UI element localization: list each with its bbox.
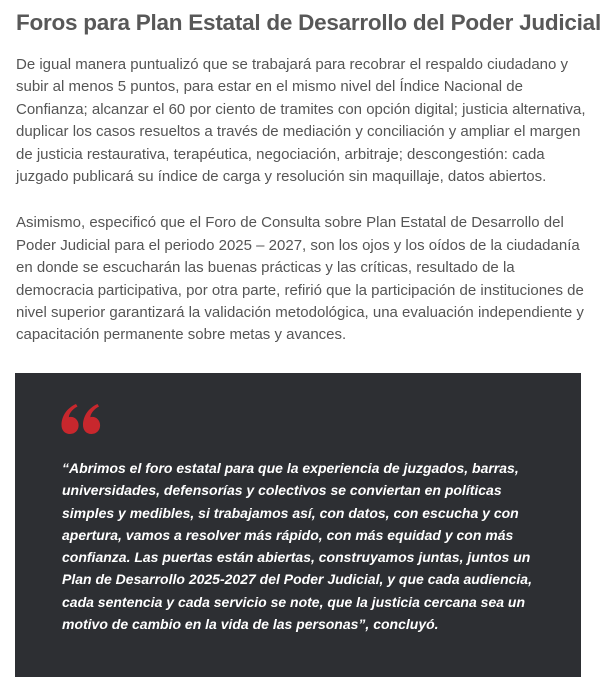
article-paragraph: Asimismo, especificó que el Foro de Consulta sobre Plan Estatal de Desarrollo del Poder Judicial para el periodo 2025 – 2027, son los ojos y los oídos de la ciudadanía en donde se escucharán las buenas prácticas y las críticas, resultado de la democracia participativa, por otra parte, refirió que la participación de instituciones de nivel superior garantizará la validación metodológica, una evaluación independiente y capacitación permanente sobre metas y avances. — [16, 214, 584, 344]
article-paragraph: De igual manera puntualizó que se trabajará para recobrar el respaldo ciudadano y subir al menos 5 puntos, para estar en el mismo nivel del Índice Nacional de Confianza; alcanzar el 60 por ciento de tramites con opción digital; justicia alternativa, duplicar los casos resueltos a través de mediación y conciliación y ampliar el margen de justicia restaurativa, terapéutica, negociación, arbitraje; descongestión: cada juzgado publicará su índice de carga y resolución sin maquillaje, datos abiertos. — [16, 56, 586, 186]
page-title: Foros para Plan Estatal de Desarrollo del Poder Judicial — [16, 10, 601, 35]
blockquote — [15, 373, 581, 677]
article — [16, 0, 601, 347]
quote-text: “Abrimos el foro estatal para que la experiencia de juzgados, barras, universidades, defensorías y colectivos se conviertan en políticas simples y medibles, si trabajamos así, con datos, con escucha y con apertura, vamos a resolver más rápido, con más equidad y con más confianza. Las puertas están abiertas, construyamos juntas, juntos un Plan de Desarrollo 2025-2027 del Poder Judicial, y que cada audiencia, cada sentencia y cada servicio se note, que la justicia cercana sea un motivo de cambio en la vida de las personas”, concluyó. — [62, 460, 532, 633]
quote-icon — [61, 403, 101, 435]
